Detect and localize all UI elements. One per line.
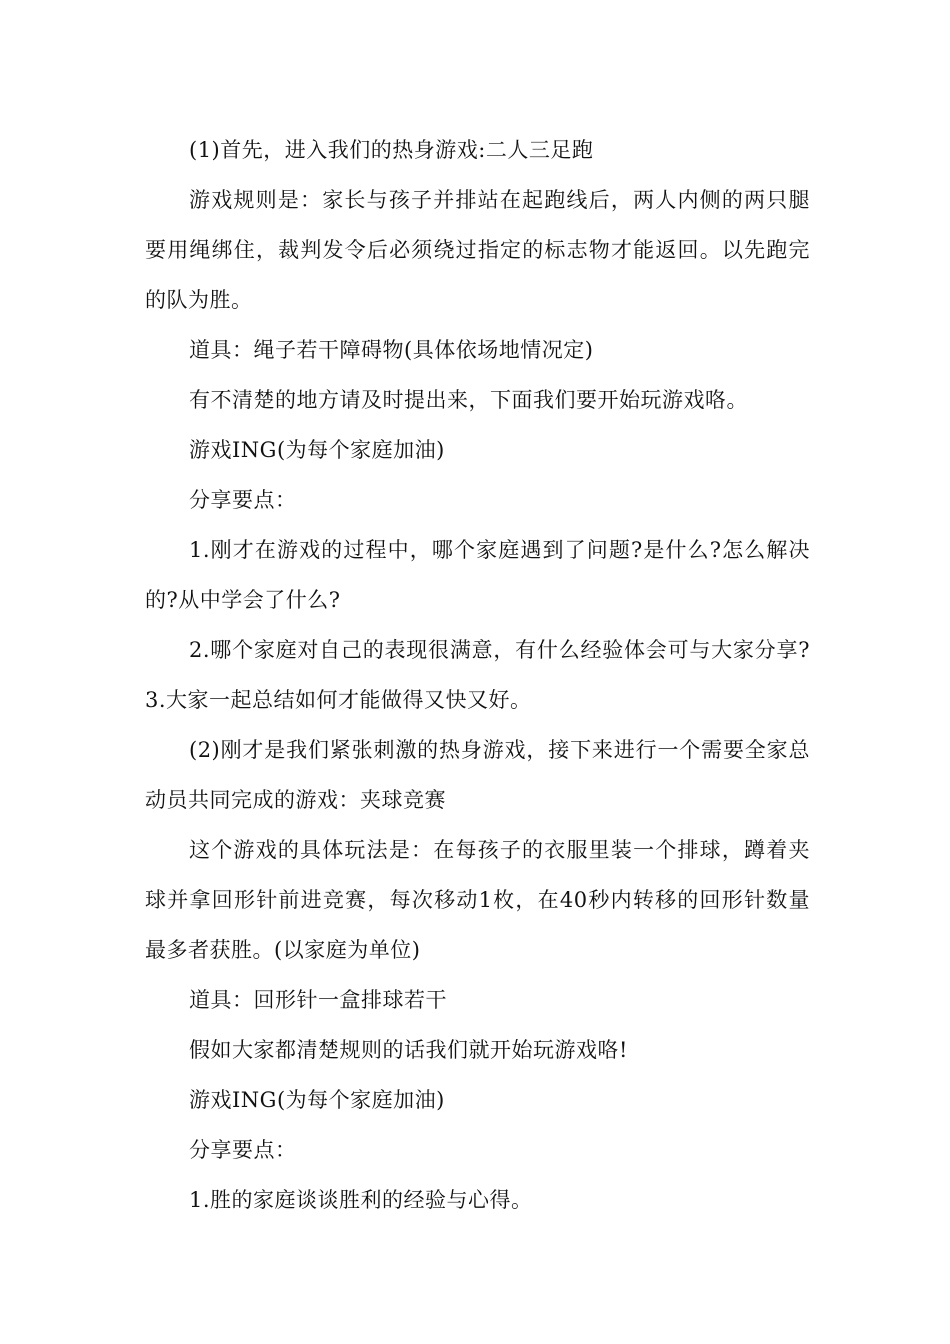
paragraph-game1-share-heading: 分享要点： [189,488,297,512]
paragraph-game1-ing: 游戏ING(为每个家庭加油) [189,438,445,462]
paragraph-game1-share-point-2: 2.哪个家庭对自己的表现很满意，有什么经验体会可与大家分享?3.大家一起总结如何才能做得又快又好。 [145,638,810,712]
paragraph-game2-start: 假如大家都清楚规则的话我们就开始玩游戏咯! [189,1038,628,1062]
paragraph-game2-ing: 游戏ING(为每个家庭加油) [189,1088,445,1112]
document-body [145,125,810,1225]
paragraph-game1-intro: (1)首先，进入我们的热身游戏:二人三足跑 [189,138,594,162]
paragraph-game1-props: 道具：绳子若干障碍物(具体依场地情况定) [189,338,594,362]
paragraph-game1-questions: 有不清楚的地方请及时提出来，下面我们要开始玩游戏咯。 [189,388,748,412]
paragraph-game2-intro: (2)刚才是我们紧张刺激的热身游戏，接下来进行一个需要全家总动员共同完成的游戏：夹球竞赛 [145,738,810,812]
paragraph-game2-props: 道具：回形针一盒排球若干 [189,988,447,1012]
paragraph-game2-share-heading: 分享要点： [189,1138,297,1162]
paragraph-game2-rules: 这个游戏的具体玩法是：在每孩子的衣服里装一个排球，蹲着夹球并拿回形针前进竞赛，每次移动1枚，在40秒内转移的回形针数量最多者获胜。(以家庭为单位) [145,838,810,962]
paragraph-game1-share-point-1: 1.刚才在游戏的过程中，哪个家庭遇到了问题?是什么?怎么解决的?从中学会了什么? [145,538,810,612]
paragraph-game2-share-point-1: 1.胜的家庭谈谈胜利的经验与心得。 [189,1188,533,1212]
paragraph-game1-rules: 游戏规则是：家长与孩子并排站在起跑线后，两人内侧的两只腿要用绳绑住，裁判发令后必须绕过指定的标志物才能返回。以先跑完的队为胜。 [145,188,810,312]
